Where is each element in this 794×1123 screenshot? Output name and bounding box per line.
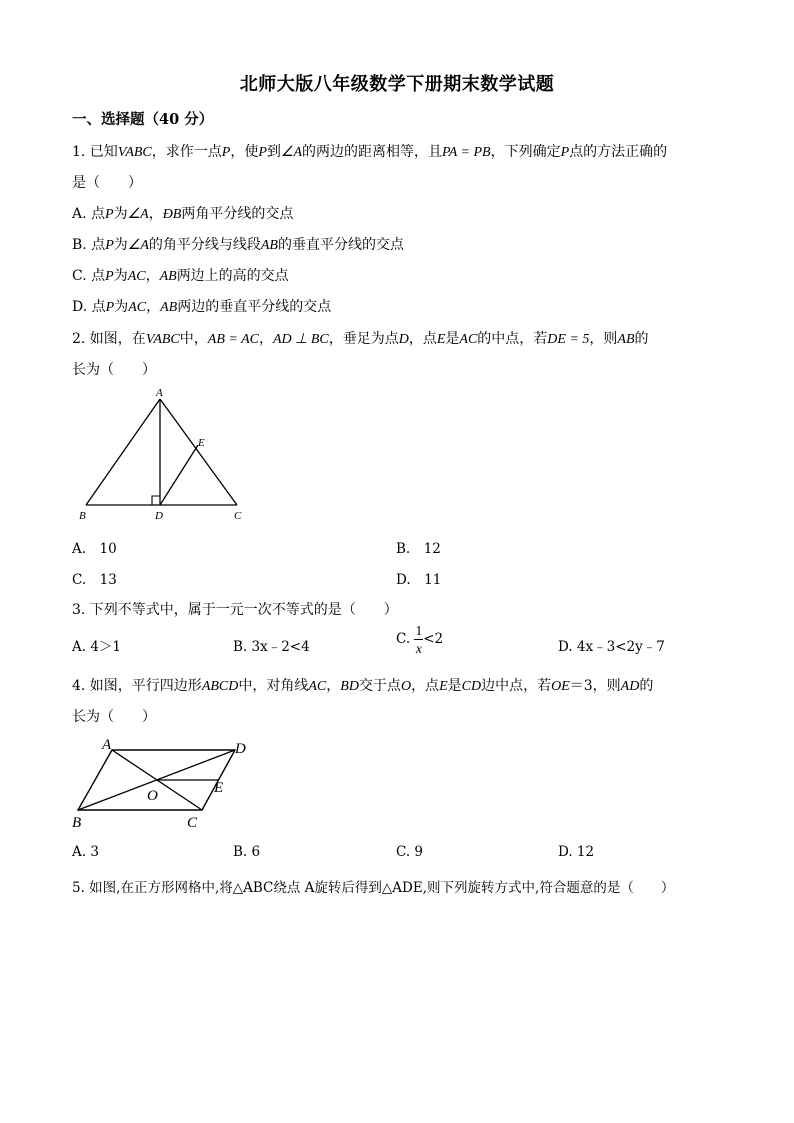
q2-side-ac <box>160 399 237 505</box>
q2-side-ab <box>86 399 160 505</box>
section-heading: 一、选择题（40 分） <box>72 111 214 128</box>
q4-label-e: E <box>214 780 224 796</box>
q5-stem: 5. 如图,在正方形网格中,将△ABC绕点 A旋转后得到△ADE,则下列旋转方式中,符合题意的是（ ） <box>72 880 675 896</box>
q2-label-e: E <box>198 437 205 449</box>
q3-option-c: C. $\frac{1}{x}$ <2 <box>396 623 444 656</box>
q4-stem-line1: 4. 如图，平行四边形ABCD中，对角线AC，BD交于点O，点E是CD边中点，若OE＝3，则AD的 <box>72 678 654 694</box>
q4-label-d: D <box>235 741 246 757</box>
q1-option-b: B. 点P为∠A的角平分线与线段AB的垂直平分线的交点 <box>72 237 404 253</box>
page-title: 北师大版八年级数学下册期末数学试题 <box>239 74 555 95</box>
q2-triangle-figure <box>70 385 260 525</box>
q4-label-o: O <box>147 788 158 804</box>
q2-option-d: D. 11 <box>396 572 442 588</box>
q2-segment-de <box>160 445 198 505</box>
q4-option-d: D. 12 <box>558 844 595 860</box>
q2-option-c: C. 13 <box>72 572 117 588</box>
q1-option-c: C. 点P为AC，AB两边上的高的交点 <box>72 268 289 284</box>
q3-option-d: D. 4x﹣3<2y﹣7 <box>558 639 665 655</box>
q2-label-b: B <box>79 510 86 522</box>
q4-label-c: C <box>187 815 198 831</box>
q3-fraction: $\frac{1}{x}$ <box>415 623 423 656</box>
q2-label-d: D <box>155 510 163 522</box>
q4-stem-line2: 长为（ ） <box>72 709 156 725</box>
q4-option-a: A. 3 <box>72 844 99 860</box>
q3-option-a: A. 4＞1 <box>72 639 122 655</box>
q1-stem-line1: 1. 已知VABC，求作一点P，使P到∠A的两边的距离相等，且PA = PB，下列确定P点的方法正确的 <box>72 144 668 160</box>
q2-option-a: A. 10 <box>72 541 117 557</box>
q2-right-angle-mark <box>152 496 160 505</box>
q2-label-a: A <box>156 387 163 399</box>
q2-label-c: C <box>234 510 242 522</box>
q3-option-b: B. 3x﹣2<4 <box>233 639 310 655</box>
q4-label-a: A <box>102 737 112 753</box>
q4-option-c: C. 9 <box>396 844 424 860</box>
q4-option-b: B. 6 <box>233 844 261 860</box>
q3-stem: 3. 下列不等式中，属于一元一次不等式的是（ ） <box>72 602 398 618</box>
q2-stem-line2: 长为（ ） <box>72 362 156 378</box>
q2-stem-line1: 2. 如图，在VABC中，AB = AC，AD ⊥ BC，垂足为点D，点E是AC的中点，若DE = 5，则AB的 <box>72 331 649 347</box>
q1-option-a: A. 点P为∠A，ÐB两角平分线的交点 <box>72 206 294 222</box>
q2-option-b: B. 12 <box>396 541 441 557</box>
q1-stem-line2: 是（ ） <box>72 175 142 191</box>
q4-label-b: B <box>72 815 82 831</box>
q1-option-d: D. 点P为AC，AB两边的垂直平分线的交点 <box>72 299 332 315</box>
q4-parallelogram-figure <box>68 734 268 834</box>
